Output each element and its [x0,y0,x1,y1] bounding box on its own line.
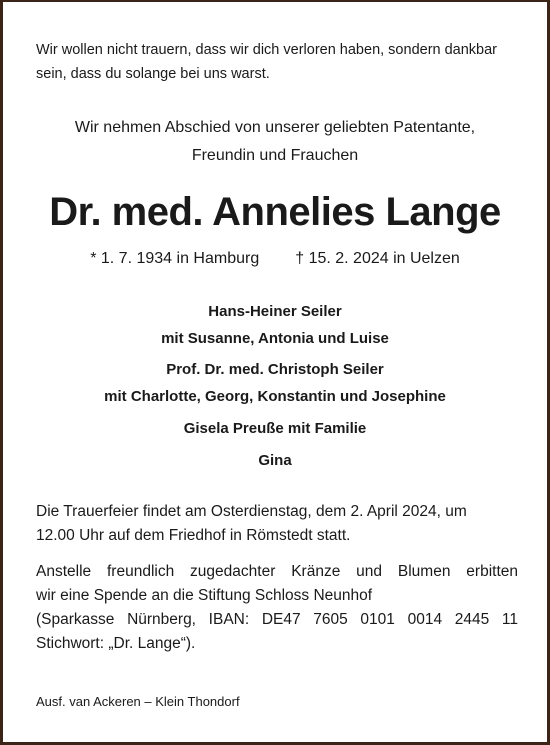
funeral-line-1: Die Trauerfeier findet am Osterdienstag, dem 2. April 2024, um [36,503,467,520]
deceased-name: Dr. med. Annelies Lange [49,190,501,234]
mourner-line: mit Susanne, Antonia und Luise [161,330,389,347]
donation-line-3: (Sparkasse Nürnberg, IBAN: DE47 7605 0101 0014 2445 11 [36,611,518,628]
mourner-line: Gina [258,452,292,469]
mourner-line: Prof. Dr. med. Christoph Seiler [166,361,384,378]
donation-line-2: wir eine Spende an die Stiftung Schloss Neunhof [36,587,373,604]
farewell-intro [3,114,547,170]
donation-line-1: Anstelle freundlich zugedachter Kränze und Blumen erbitten [36,563,518,580]
intro-line-1: Wir nehmen Abschied von unserer geliebten Patentante, [74,119,476,136]
undertaker-credit: Ausf. van Ackeren – Klein Thondorf [36,694,240,709]
funeral-info [36,500,518,548]
funeral-line-2: 12.00 Uhr auf dem Friedhof in Römstedt statt. [36,527,351,544]
life-dates [3,248,547,270]
mourner-line: Hans-Heiner Seiler [208,303,342,320]
intro-line-2: Freundin und Frauchen [191,147,359,164]
donation-line-4: Stichwort: „Dr. Lange“). [36,635,196,652]
birth-date: * 1. 7. 1934 in Hamburg [90,250,260,267]
quote-line-2: sein, dass du solange bei uns warst. [36,66,270,82]
mourner-line: mit Charlotte, Georg, Konstantin und Josephine [104,388,446,405]
quote-line-1: Wir wollen nicht trauern, dass wir dich verloren haben, sondern dankbar [36,42,498,58]
donation-info [36,560,518,656]
death-date: † 15. 2. 2024 in Uelzen [295,250,460,267]
opening-quote [36,38,526,86]
mourner-line: Gisela Preuße mit Familie [183,420,367,437]
